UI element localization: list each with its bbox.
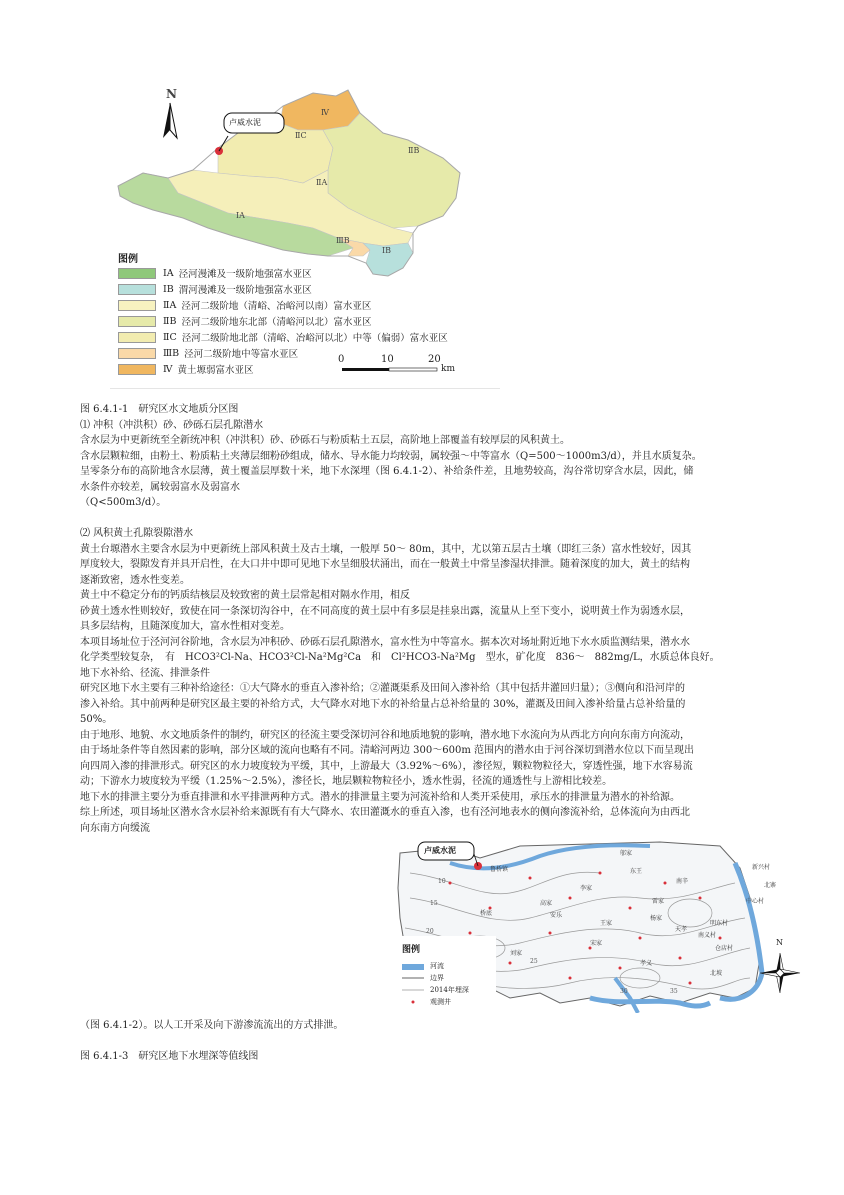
place-name: 中心村 [746, 898, 765, 905]
section-heading-3: 地下水补给、径流、排泄条件 [80, 667, 210, 679]
legend-text: 泾河二级阶地中等富水亚区 [184, 349, 299, 360]
paragraph-line: 地下水的排泄主要分为垂直排泄和水平排泄两种方式。潜水的排泄量主要为河流补给和人类开采使用，承压水的排泄量为潜水的补给源。 [80, 791, 680, 803]
paragraph-line: 渗入补给。其中前两种是研究区最主要的补给方式，大气降水对地下水的补给量占总补给量的 30%，灌溉及田间入渗补给量占总补给量的 [80, 698, 686, 710]
place-name: 南义村 [698, 932, 717, 939]
zone-label-IB: ⅠB [382, 246, 392, 255]
place-name: 鲁桥镇 [490, 866, 509, 873]
paragraph-line: 向四周入渗的排泄形式。研究区的水力坡度较为平缓，其中，上游最大（3.92%～6%），渗径短，颗粒物粒径大，穿透性强，地下水容易流 [80, 760, 693, 772]
zone-label-IIB: ⅡB [408, 146, 420, 155]
north-label: N [166, 87, 177, 101]
paragraph-line: 综上所述，项目场址区潜水含水层补给来源既有有大气降水、农田灌溉水的垂直入渗，也有泾河地表水的侧向渗流补给，总体流向为由西北 [80, 807, 690, 818]
paragraph-line: 呈零条分布的高阶地含水层薄，黄土覆盖层厚数十米，地下水深埋（图 6.4.1-2）、补给条件差，且地势较高，沟谷常切穿含水层，因此，储 [80, 466, 694, 477]
legend-code: ⅠA [163, 267, 174, 279]
paragraph-line: 50%。 [80, 714, 113, 725]
observation-well [569, 977, 572, 980]
legend-swatch-well [412, 1001, 415, 1004]
contour-value: 35 [670, 988, 678, 995]
observation-well [469, 932, 472, 935]
paragraph-line: 向东南方向缓流 [80, 822, 150, 834]
legend-code: ⅠB [163, 283, 174, 295]
observation-well [699, 897, 702, 900]
legend-text: 泾河二级阶地北部（清峪、冶峪河以北）中等（偏弱）富水亚区 [181, 333, 448, 344]
groundwater-depth-map [390, 838, 810, 1013]
place-name: 李家 [580, 885, 593, 892]
legend-depth-label: 2014年埋深 [430, 986, 469, 994]
observation-well [569, 897, 572, 900]
paragraph-line: 由于地形、地貌、水文地质条件的制约，研究区的径流主要受深切河谷和地质地貌的影响，潜水地下水流向为从西北方向向东南方向流动， [80, 729, 690, 741]
place-name: 刘家 [510, 950, 523, 957]
zone-label-IIIB: ⅢB [336, 236, 350, 245]
legend-item [118, 282, 312, 296]
figure-caption-6-4-1-1: 图 6.4.1-1 研究区水文地质分区图 [80, 404, 239, 415]
place-name: 桥底 [480, 910, 493, 917]
paragraph-line: 化学类型较复杂， 有 HCO3²Cl-Na、HCO3²Cl-Na²Mg²Ca 和 Cl²HCO3-Na²Mg 型水，矿化度 836～ 882mg/L，水质总体良好。 [80, 652, 720, 663]
place-name: 王家 [600, 920, 613, 927]
legend-swatch [118, 268, 156, 279]
paragraph-line: 由于场址条件等自然因素的影响，部分区域的流向也略有不同。清峪河两边 300～600m 范围内的潜水由于河谷深切到潜水位以下而呈现出 [80, 745, 695, 756]
paragraph-line: 黄土中不稳定分布的钙质结核层及较致密的黄土层常起相对隔水作用，相反 [80, 590, 410, 601]
legend-item [118, 298, 371, 312]
zone-IV [280, 90, 360, 130]
place-name: 新兴村 [752, 864, 771, 871]
compass-north-label: N [776, 938, 783, 947]
contour-value: 10 [438, 878, 446, 885]
legend-item [118, 362, 254, 376]
paragraph-line: （Q<500m3/d）。 [80, 497, 167, 508]
place-name: 安乐 [550, 912, 563, 919]
place-name: 仓店村 [715, 945, 734, 952]
legend-text: 泾河二级阶地东北部（清峪河以北）富水亚区 [181, 317, 372, 328]
paragraph-line: 研究区地下水主要有三种补给途径：①大气降水的垂直入渗补给；②灌溉渠系及田间入渗补给（其中包括井灌回归量）；③侧向和沿河岸的 [80, 683, 685, 694]
place-name: 明东村 [710, 920, 729, 927]
legend-item [118, 330, 448, 344]
legend-code: ⅡB [163, 315, 177, 327]
paragraph-line: 水条件亦较差，属较弱富水及弱富水 [80, 481, 240, 493]
body-text [80, 402, 770, 836]
callout-label: 卢威水泥 [424, 845, 456, 855]
observation-well [689, 982, 692, 985]
scale-unit: km [441, 364, 455, 374]
contour-value: 15 [430, 900, 438, 907]
zone-label-IIC: ⅡC [295, 131, 307, 140]
north-arrow-icon [163, 103, 177, 138]
paragraph-line: 含水层为中更新统至全新统冲积（冲洪积）砂、砂砾石与粉质粘土五层，高阶地上部覆盖有较厚层的风积黄土。 [80, 435, 570, 446]
paragraph-line: 厚度较大，裂隙发育并具开启性，在大口井中即可见地下水呈细股状涌出，而在一般黄土中常呈渗湿状排泄。随着深度的加大，黄土的结构 [80, 559, 690, 570]
legend-code: ⅢB [163, 347, 180, 359]
place-name: 杨家 [650, 915, 663, 922]
legend-swatch-river [402, 964, 424, 970]
place-name: 北坡 [710, 970, 723, 977]
legend-swatch [118, 364, 156, 375]
observation-well [509, 962, 512, 965]
observation-well [599, 872, 602, 875]
place-name: 宋家 [590, 940, 603, 947]
observation-well [629, 907, 632, 910]
section-heading-2: ⑵ 风积黄土孔隙裂隙潜水 [80, 528, 194, 539]
place-name: 天孝 [675, 926, 688, 933]
paragraph-after-map: （图 6.4.1-2）。以人工开采及向下游渗流流出的方式排泄。 [80, 1020, 344, 1031]
place-name: 东王 [630, 868, 643, 875]
observation-well [639, 937, 642, 940]
contour-value: 20 [426, 928, 434, 935]
observation-well [529, 877, 532, 880]
legend-text: 泾河二级阶地（清峪、冶峪河以南）富水亚区 [181, 301, 372, 312]
figure-divider [110, 388, 500, 389]
legend-swatch [118, 300, 156, 311]
place-name: 高家 [540, 900, 553, 907]
section-heading-1: ⑴ 冲积（冲洪积）砂、砂砾石层孔隙潜水 [80, 419, 264, 431]
legend-swatch [118, 284, 156, 295]
zone-label-IIA: ⅡA [316, 178, 328, 187]
legend-river-label: 河流 [430, 962, 444, 970]
observation-well [664, 882, 667, 885]
legend-text: 渭河漫滩及一级阶地强富水亚区 [178, 285, 312, 296]
legend-code: ⅡC [163, 331, 177, 343]
legend-swatch [118, 348, 156, 359]
legend-item [118, 346, 298, 360]
compass-rose-icon [760, 953, 800, 993]
legend-swatch [118, 332, 156, 343]
zone-label-IA: ⅠA [236, 211, 245, 220]
paragraph-line: 砂黄土透水性则较好，致使在同一条深切沟谷中，在不同高度的黄土层中有多层是挂泉出露，流量从上至下变小，说明黄土作为弱透水层， [80, 605, 690, 617]
legend-title: 图例 [402, 945, 421, 955]
place-name: 邬家 [620, 850, 633, 857]
place-name: 南辛 [676, 878, 689, 885]
legend-text: 黄土塬弱富水亚区 [177, 365, 254, 376]
place-name: 北寨 [764, 882, 777, 889]
paragraph-line: 含水层颗粒细，由粉土、粉质粘土夹薄层细粉砂组成，储水、导水能力均较弱，属较强～中等富水（Q=500～1000m3/d），并且水质复杂。 [80, 450, 702, 462]
place-name: 雷家 [652, 898, 665, 905]
legend-well-label: 观测井 [430, 998, 451, 1006]
zone-legend [118, 266, 498, 376]
paragraph-line: 黄土台塬潜水主要含水层为中更新统上部风积黄土及古土壤，一般厚 50～ 80m，其中，尤以第五层古土壤（即红三条）富水性较好，因其 [80, 543, 692, 555]
observation-well [619, 967, 622, 970]
legend-text: 泾河漫滩及一级阶地强富水亚区 [178, 269, 312, 280]
observation-well [549, 932, 552, 935]
zone-label-IV: Ⅳ [321, 108, 329, 117]
place-name: 孝义 [640, 960, 653, 967]
blank-line [80, 511, 770, 527]
paragraph-line: 逐渐致密，透水性变差。 [80, 574, 190, 586]
contour-value: 25 [530, 958, 538, 965]
legend-swatch [118, 316, 156, 327]
legend-title: 图例 [118, 254, 138, 265]
observation-well [679, 957, 682, 960]
hydrogeology-zoning-map [108, 78, 503, 390]
contour-value: 30 [620, 988, 628, 995]
figure-caption-6-4-1-3: 图 6.4.1-3 研究区地下水埋深等值线图 [80, 1051, 259, 1062]
callout-label: 卢威水泥 [229, 118, 261, 127]
paragraph-line: 本项目场址位于泾河河谷阶地，含水层为冲积砂、砂砾石层孔隙潜水，富水性为中等富水。据本次对场址附近地下水水质监测结果，潜水水 [80, 636, 690, 648]
legend-boundary-label: 边界 [430, 974, 444, 982]
legend-item [118, 266, 312, 280]
scale-tick-0: 0 [338, 354, 345, 365]
scale-tick-20: 20 [428, 354, 441, 365]
paragraph-line: 具多层结构，且随深度加大，富水性相对变差。 [80, 621, 290, 632]
legend-code: Ⅳ [163, 363, 173, 375]
legend-item [118, 314, 371, 328]
observation-well [449, 882, 452, 885]
legend-code: ⅡA [163, 299, 177, 311]
paragraph-line: 动；下游水力坡度较为平缓（1.25%～2.5%），渗径长，地层颗粒物粒径小，透水性弱，径流的通透性与上游相比较差。 [80, 776, 613, 787]
scale-tick-10: 10 [381, 354, 394, 365]
observation-well [719, 937, 722, 940]
